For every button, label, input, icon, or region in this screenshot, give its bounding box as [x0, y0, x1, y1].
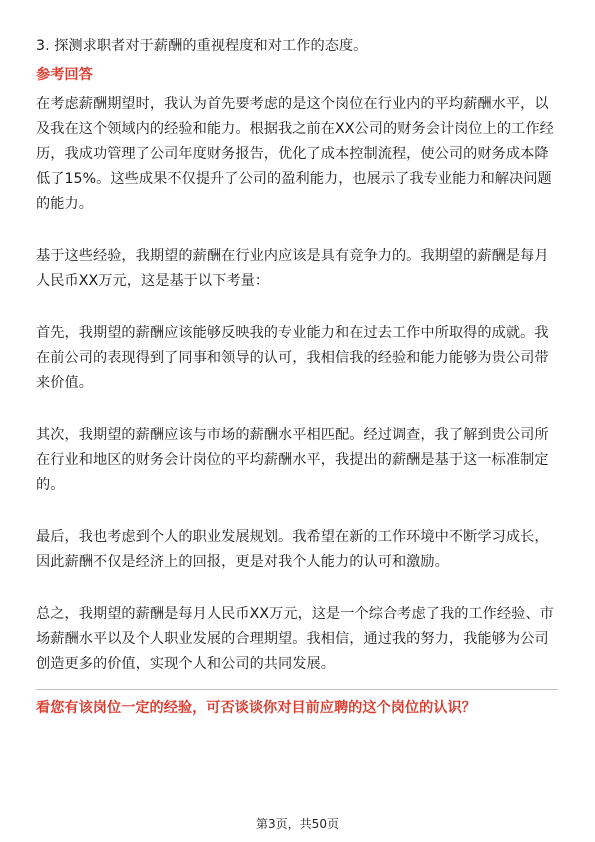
page-footer: 第3页，共50页 — [256, 817, 339, 831]
paragraph-line: 创造更多的价值，实现个人和公司的共同发展。 — [36, 656, 335, 672]
question-point: 3. 探测求职者对于薪酬的重视程度和对工作的态度。 — [36, 38, 368, 54]
paragraph-line: 总之，我期望的薪酬是每月人民币XX万元，这是一个综合考虑了我的工作经验、市 — [36, 606, 554, 622]
answer-paragraph — [36, 321, 558, 396]
document-page — [36, 34, 558, 720]
paragraph-line: 因此薪酬不仅是经济上的回报，更是对我个人能力的认可和激励。 — [36, 554, 449, 570]
paragraph-line: 来价值。 — [36, 375, 93, 391]
answer-paragraph — [36, 92, 558, 217]
answer-paragraph — [36, 602, 558, 677]
paragraph-line: 低了15%。这些成果不仅提升了公司的盈利能力，也展示了我专业能力和解决问题 — [36, 171, 552, 187]
paragraph-line: 最后，我也考虑到个人的职业发展规划。我希望在新的工作环境中不断学习成长， — [36, 529, 549, 545]
answer-paragraph — [36, 244, 558, 294]
paragraph-line: 其次，我期望的薪酬应该与市场的薪酬水平相匹配。经过调查，我了解到贵公司所 — [36, 427, 549, 443]
answer-paragraph — [36, 525, 558, 575]
paragraph-line: 及我在这个领域内的经验和能力。根据我之前在XX公司的财务会计岗位上的工作经 — [36, 121, 554, 137]
paragraph-line: 在行业和地区的财务会计岗位的平均薪酬水平，我提出的薪酬是基于这一标准制定 — [36, 452, 549, 468]
paragraph-line: 的。 — [36, 477, 65, 493]
next-question-heading: 看您有该岗位一定的经验，可否谈谈你对目前应聘的这个岗位的认识？ — [36, 700, 476, 716]
paragraph-line: 人民币XX万元，这是基于以下考量： — [36, 273, 270, 289]
paragraph-line: 在前公司的表现得到了同事和领导的认可，我相信我的经验和能力能够为贵公司带 — [36, 350, 549, 366]
answer-paragraph — [36, 423, 558, 498]
paragraph-line: 历，我成功管理了公司年度财务报告，优化了成本控制流程，使公司的财务成本降 — [36, 146, 549, 162]
answer-heading: 参考回答 — [36, 67, 93, 83]
paragraph-line: 场薪酬水平以及个人职业发展的合理期望。我相信，通过我的努力，我能够为公司 — [36, 631, 549, 647]
paragraph-line: 首先，我期望的薪酬应该能够反映我的专业能力和在过去工作中所取得的成就。我 — [36, 325, 549, 341]
paragraph-line: 的能力。 — [36, 196, 93, 212]
paragraph-line: 基于这些经验，我期望的薪酬在行业内应该是具有竞争力的。我期望的薪酬是每月 — [36, 248, 549, 264]
paragraph-line: 在考虑薪酬期望时，我认为首先要考虑的是这个岗位在行业内的平均薪酬水平，以 — [36, 96, 549, 112]
section-divider — [36, 689, 558, 690]
